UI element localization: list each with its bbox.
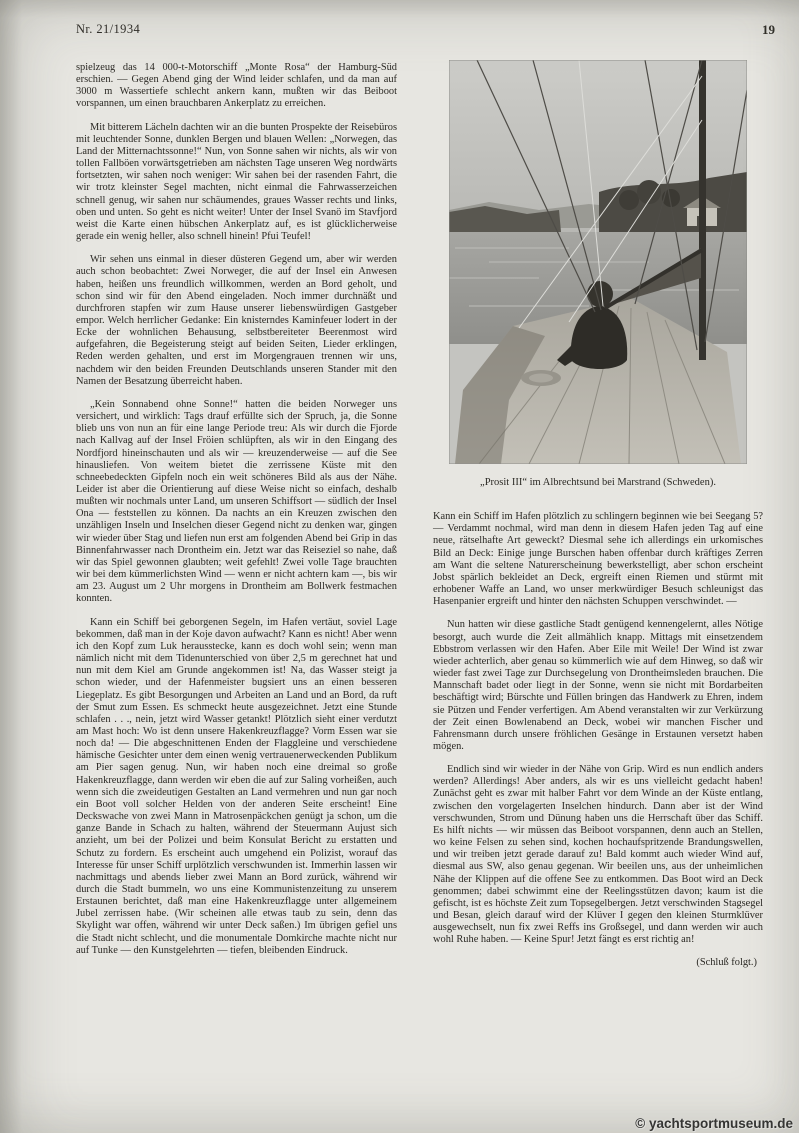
yacht-photo (449, 60, 747, 464)
paragraph: Nun hatten wir diese gastliche Stadt genügend kennengelernt, alles Nötige besorgt, auch wurde die Zeit allmählich knapp. Mittags mit einsetzendem Ebbstrom verlassen wir den Hafen. Aber Eile mit Weile! Der Wind ist zwar wieder achterlich, aber genau so kümmerlich wie auf dem Hinweg, so daß wir wieder fast zwei Tage zur Durchsegelung von Drontheimsleden brauchen. Die Mannschaft badet oder liegt in der Sonne, wenn sie nicht mit Bordarbeiten beschäftigt wird; Bürschte und Füllen bringen das Handwerk zu Ehren, indem sie Pützen und Fender verfertigen. Am Abend veranstalten wir zur Verkürzung der Zeit einen Bowlenabend an Deck, wobei wir manchen Fischer und Fahrensmann durch unsere fröhlichen Gesänge in Erstaunen versetzt haben mögen. (433, 619, 763, 752)
closing-note: (Schluß folgt.) (696, 957, 757, 969)
issue-number: Nr. 21/1934 (76, 22, 141, 36)
paragraph: spielzeug das 14 000-t-Motorschiff „Monte Rosa“ der Hamburg-Süd erschien. — Gegen Abend ging der Wind leider schlafen, und da man auf 3000 m Wassertiefe schlecht ankern kann, mußten wir das Beiboot vorspannen, um einen brauchbaren Ankerplatz zu erreichen. (76, 62, 397, 110)
watermark: © yachtsportmuseum.de (635, 1116, 793, 1131)
paragraph: Mit bitterem Lächeln dachten wir an die bunten Prospekte der Reisebüros mit leuchtender Sonne, dunklen Bergen und blauen Wellen: „Norwegen, das Land der Mitternachtssonne!“ Nun, von Sonne sahen wir nichts, als wir von tollen Fallböen vorwärtsgetrieben am nächsten Tage unseren Weg nordwärts fortsetzten, wir sahen noch weniger: Wir sahen bei der rasenden Fahrt, die wir trotz kleinster Segel machten, nicht einmal die Fahrwasserzeichen schnell genug, wir sahen nur schäumendes, graues Wasser rechts und links, oben und unten. So geht es nicht weiter! Unter der Insel Svanö im Stavfjord weist die Karte einen hübschen Ankerplatz auf, es ist glücklicherweise gerade ein wenig heller, also schnell hinein! Pfui Teufel! (76, 121, 397, 243)
paragraph: Endlich sind wir wieder in der Nähe von Grip. Wird es nun endlich anders werden? Allerdings! Aber anders, als wir es uns vielleicht gedacht haben! Zunächst geht es zwar mit halber Fahrt vor dem Winde an der Küste entlang, zwischen den vorgelagerten Inselchen hindurch. Dann aber ist der Wind verschwunden, Strom und Dünung haben uns die Herrschaft über das Schiff. Es hilft nichts — wir müssen das Beiboot vorspannen, denn auch an Stellen, wo keine Felsen zu sehen sind, kochen hochaufspritzende Brandungswellen, und wir treiben jetzt gerade darauf zu! Bald kommt auch wieder Wind auf, diesmal aus SW, also genau gegenan. Wir beeilen uns, aus der unheimlichen Nähe der Klippen auf die offene See zu entkommen. Das Boot wird an Deck genommen; dabei schwimmt eine der Reelingsstützen davon; kaum ist die gefischt, ist es höchste Zeit zum Topsegelbergen. Jetzt verschwinden Stagsegel und Besan, gleich darauf wird der Klüver I gegen den kleinen Sturmklüver ausgewechselt, nun fix zwei Reffs ins Großsegel, und dann werden wir auch wohl Ruhe haben. — Keine Spur! Jetzt fängt es erst richtig an! (433, 764, 763, 946)
paragraph: Kann ein Schiff bei geborgenen Segeln, im Hafen vertäut, soviel Lage bekommen, daß man in der Koje davon aufwacht? Kann es nicht! Aber wenn ich den Kopf zum Luk herausstecke, kann es doch wohl sein; wenn man nämlich nicht mit dem Tidenunterschied von über 2,5 m gerechnet hat und nun mit dem Kiel am Grunde angekommen ist! Na, das Wasser steigt ja schon wieder, und der Hafenmeister bugsiert uns an einen besseren Liegeplatz. Es gibt Besorgungen und Arbeiten an Land und an Bord, da ruft der Smut zum Essen. Es schmeckt heute ausgezeichnet. Jetzt eine Stunde schlafen . . ., nein, jetzt wird Wasser getankt! Plötzlich sieht einer verdutzt am Mast hoch: Wo ist denn unsere Hakenkreuzflagge? Vorm Essen war sie noch da! — Die abgeschnittenen Enden der Flaggleine und verschiedene hämische Gesichter unter dem einen wenig vertrauenerweckenden Publikum am Pier sagen genug. Nun, wir haben noch eine dreimal so große Hakenkreuzflagge, dann werden wir eben die auf zur Saling vorheißen, auch wenn sich die zweideutigen Gestalten an Land vermehren und nun gar noch ein Boot voll solcher Helden von der anderen Seite erscheint! Eine Deckswache von zwei Mann in Matrosenpäckchen genügt ja schon, um die ganze Bande in Schach zu halten, während der Steuermann Aujust sich anzieht, um bei der Polizei und beim Konsulat Bericht zu erstatten und Schutz zu fordern. Es erscheint auch umgehend ein Polizist, worauf das Interesse für unser Schiff urplötzlich verschwunden ist. Immerhin lassen wir nachmittags und abends lieber zwei Mann an Bord zurück, während wir durch die Stadt bummeln, wo uns eine Kommunistenzeitung zu unserem Erstaunen berichtet, daß man eine Hakenkreuzflagge unter allgemeinem Jubel zerrissen habe. (Wir scheinen alle etwas taub zu sein, denn das Skylight war offen, während wir unter Deck saßen.) Im übrigen gefiel uns die Stadt nicht schlecht, und die monumentale Domkirche machte nicht nur auf Tunke — den Kunstgelehrten — tiefen, bleibenden Eindruck. (76, 616, 397, 956)
right-column (433, 60, 763, 981)
left-column (76, 62, 397, 968)
yacht-deck-photo-illustration (449, 60, 747, 464)
paragraph: Kann ein Schiff im Hafen plötzlich zu schlingern beginnen wie bei Seegang 5? — Verdammt nochmal, wird man denn in diesem Hafen jeden Tag auf eine neue, rätselhafte Art geweckt? Diesmal sehe ich allerdings ein urkomisches Bild an Deck: Einige junge Burschen haben offenbar durch kräftiges Zerren am Want die seltene Naturerscheinung bewerkstelligt, aber schon erscheint Jobst spärlich bekleidet an Deck, ergreift einen Riemen und stürmt mit erhobener Waffe an Land, wo unser merkwürdiger Besuch schleunigst das Hasenpanier ergreift und hinter den nächsten Schuppen verschwindet. — (433, 511, 763, 608)
paragraph: „Kein Sonnabend ohne Sonne!“ hatten die beiden Norweger uns versichert, und wirklich: Tags drauf erfüllte sich der Spruch, ja, die Sonne blieb uns von nun an für eine lange Periode treu: Als wir durch die Fjorde nach Kallvag auf der Insel Fröien schlüpften, als wir in den Eingang des Nordfjord hineinschauten und als wir — kreuzenderweise — auf die See hinausliefen. Von weitem bietet die zerrissene Küste mit den schneebedeckten Gipfeln noch ein weit schöneres Bild als aus der Nähe. Leider ist aber die Orientierung auf diese Weise nicht so einfach, deshalb mußten wir nochmals unter Land, um unseren Schiffsort — südlich der Insel Ona — feststellen zu können. Da nachts an ein Kreuzen zwischen den unzähligen Inseln und Inselchen dieser Gegend nicht zu denken war, gingen wir wieder über Stag und liefen nun erst am folgenden Abend bei Grip in das Binnenfahrwasser nach Drontheim ein. Jetzt war das Reiseziel so nahe, daß wir das Spiel gewonnen glaubten; weit gefehlt! Zwei volle Tage brauchten wir bei dem kümmerlichsten Wind — wenn er nicht achtern kam —, bis wir am 23. August um 2 Uhr morgens in Drontheim am Bollwerk festmachen konnten. (76, 398, 397, 605)
photo-caption: „Prosit III“ im Albrechtsund bei Marstrand (Schweden). (480, 477, 716, 488)
yacht-photo-figure (433, 60, 763, 489)
paragraph: Wir sehen uns einmal in dieser düsteren Gegend um, aber wir werden auch schon beobachtet: Zwei Norweger, die auf der Insel ein Anwesen haben, heißen uns freundlich willkommen, werden an Bord geholt, und schon sind wir für den Abend eingeladen. Noch immer durchnäßt und durchfroren stapfen wir zum Hause unserer liebenswürdigen Gastgeber empor. Welch herrlicher Gedanke: Ein knisterndes Kaminfeuer lodert in der Ecke der wohnlichen Behausung, selbstbereiteter Beerenmost wird aufgefahren, die Begeisterung steigt auf beiden Seiten, Lieder erklingen, Reden werden gehalten, und erst im Morgengrauen trennen wir uns, nachdem wir den beiden Freunden Deutschlands unseren Stander mit den Namen der Besatzung überreicht haben. (76, 254, 397, 387)
page-number: 19 (762, 22, 775, 37)
